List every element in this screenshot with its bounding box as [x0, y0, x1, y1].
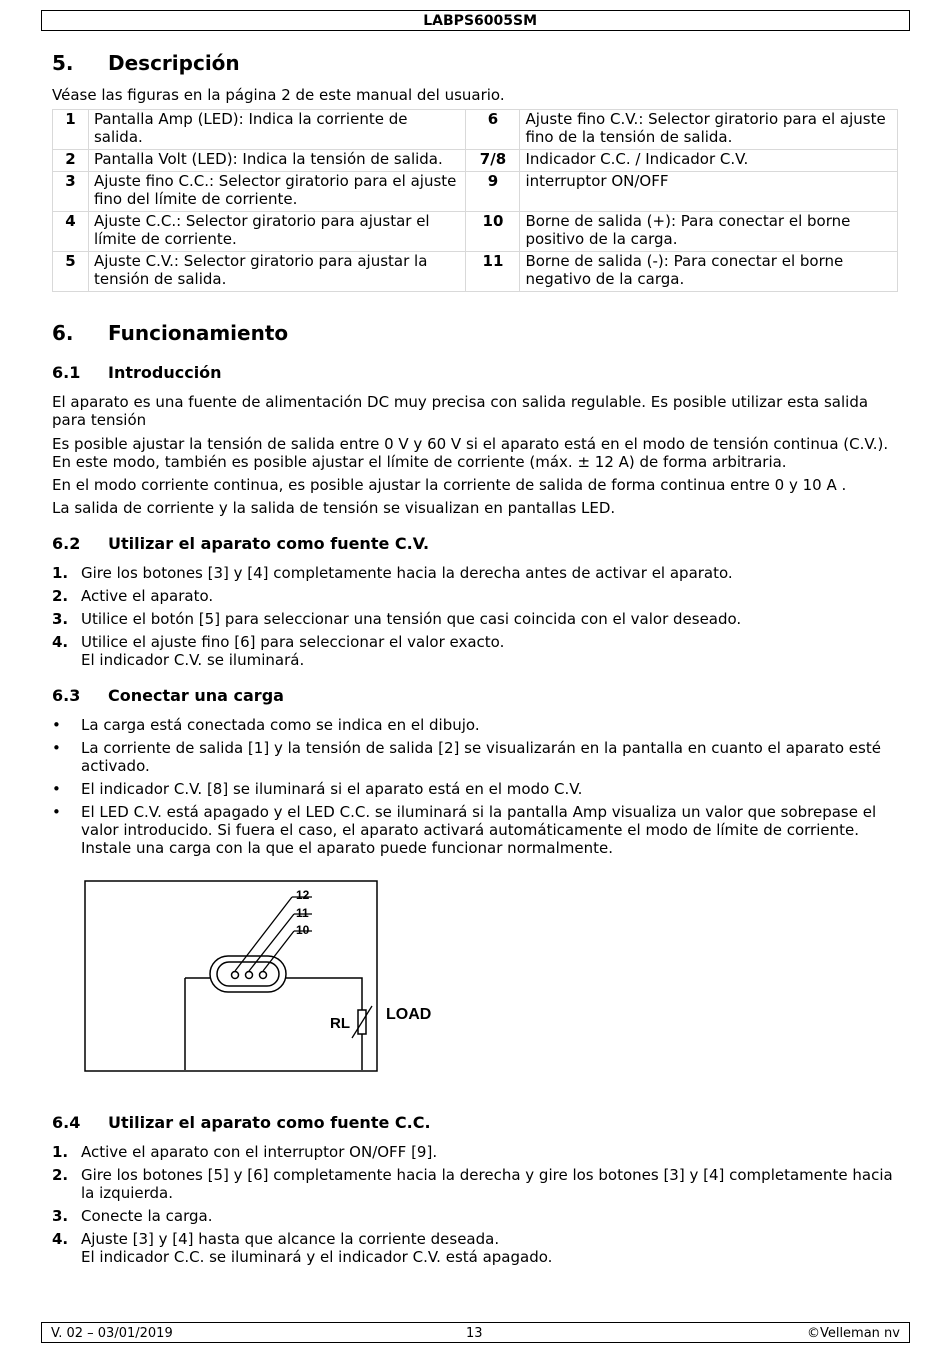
step-number: 1. — [52, 564, 69, 582]
table-row — [53, 252, 898, 292]
item-text: Ajuste fino C.V.: Selector giratorio para el ajuste fino de la tensión de salida. — [520, 110, 898, 150]
table-row — [53, 150, 898, 172]
item-text: Borne de salida (+): Para conectar el borne positivo de la carga. — [520, 212, 898, 252]
item-number: 7/8 — [466, 150, 520, 172]
model-name: LABPS6005SM — [423, 13, 537, 29]
load-bullets-list — [52, 716, 900, 862]
load-connection-diagram — [84, 880, 464, 1080]
step-text-note: El indicador C.C. se iluminará y el indicador C.V. está apagado. — [81, 1248, 553, 1266]
bullet-text: La carga está conectada como se indica en el dibujo. — [81, 716, 480, 734]
bullet-text: El indicador C.V. [8] se iluminará si el aparato está en el modo C.V. — [81, 780, 583, 798]
intro-paragraph-4: La salida de corriente y la salida de tensión se visualizan en pantallas LED. — [52, 499, 616, 517]
subsection-number: 6.3 — [52, 686, 81, 705]
subsection-title: Introducción — [108, 363, 222, 382]
leader-line-12 — [235, 897, 292, 971]
list-item — [52, 1207, 900, 1225]
section-6-3-heading — [52, 686, 284, 706]
step-text-note: El indicador C.V. se iluminará. — [81, 651, 305, 669]
step-text: Gire los botones [3] y [4] completamente hacia la derecha antes de activar el aparato. — [81, 564, 733, 582]
label-load: LOAD — [386, 1006, 432, 1023]
leader-line-10 — [263, 931, 294, 971]
table-row — [53, 110, 898, 150]
intro-paragraph-3: En el modo corriente continua, es posible ajustar la corriente de salida de forma continua entre 0 y 10 A . — [52, 476, 847, 494]
terminal-11 — [246, 972, 253, 979]
terminal-housing-inner — [217, 962, 279, 986]
item-number: 1 — [53, 110, 89, 150]
step-number: 4. — [52, 1230, 69, 1248]
label-10: 10 — [296, 923, 310, 937]
item-text: Ajuste C.V.: Selector giratorio para ajustar la tensión de salida. — [88, 252, 466, 292]
table-row — [53, 212, 898, 252]
label-11: 11 — [296, 906, 309, 920]
item-text: Borne de salida (-): Para conectar el borne negativo de la carga. — [520, 252, 898, 292]
page-number: 13 — [466, 1326, 483, 1341]
step-text: Active el aparato. — [81, 587, 214, 605]
terminal-10 — [260, 972, 267, 979]
section-5-heading — [52, 51, 240, 75]
item-number: 3 — [53, 172, 89, 212]
section-6-4-heading — [52, 1113, 431, 1133]
step-number: 2. — [52, 1166, 69, 1184]
list-item — [52, 633, 900, 669]
step-number: 3. — [52, 1207, 69, 1225]
bullet-text: El LED C.V. está apagado y el LED C.C. se iluminará si la pantalla Amp visualiza un valor que sobrepase el valor introducido. Si fuera el caso, el aparato activará automáticamente el modo de límite de corriente. Instale una carga con la que el aparato puede funcionar normalmente. — [81, 803, 877, 857]
section-6-heading — [52, 321, 288, 345]
bullet: • — [52, 739, 61, 757]
bullet-text: La corriente de salida [1] y la tensión de salida [2] se visualizarán en la pantalla en cuanto el aparato esté activado. — [81, 739, 881, 775]
list-item — [52, 610, 900, 628]
item-text: Ajuste fino C.C.: Selector giratorio para el ajuste fino del límite de corriente. — [88, 172, 466, 212]
subsection-title: Utilizar el aparato como fuente C.C. — [108, 1113, 431, 1132]
step-text: Gire los botones [5] y [6] completamente hacia la derecha y gire los botones [3] y [4] completamente hacia la izquierda. — [81, 1166, 893, 1202]
copyright: ©Velleman nv — [806, 1326, 900, 1341]
step-number: 4. — [52, 633, 69, 651]
list-item — [52, 1230, 900, 1266]
list-item — [52, 739, 900, 775]
step-text: Utilice el ajuste fino [6] para seleccionar el valor exacto. — [81, 633, 505, 651]
label-12: 12 — [296, 888, 310, 902]
item-number: 10 — [466, 212, 520, 252]
bullet: • — [52, 716, 61, 734]
list-item — [52, 587, 900, 605]
step-number: 1. — [52, 1143, 69, 1161]
bullet: • — [52, 803, 61, 821]
table-row — [53, 172, 898, 212]
item-number: 9 — [466, 172, 520, 212]
step-text: Utilice el botón [5] para seleccionar una tensión que casi coincida con el valor deseado. — [81, 610, 742, 628]
page-header — [41, 10, 910, 31]
section-6-2-heading — [52, 534, 429, 554]
cv-steps-list — [52, 564, 900, 674]
item-text: interruptor ON/OFF — [520, 172, 898, 212]
description-table — [52, 109, 898, 292]
item-number: 11 — [466, 252, 520, 292]
step-number: 2. — [52, 587, 69, 605]
subsection-number: 6.1 — [52, 363, 81, 382]
bullet: • — [52, 780, 61, 798]
list-item — [52, 803, 900, 857]
section-title: Funcionamiento — [108, 321, 289, 345]
item-text: Indicador C.C. / Indicador C.V. — [520, 150, 898, 172]
subsection-number: 6.2 — [52, 534, 81, 553]
item-text: Ajuste C.C.: Selector giratorio para ajustar el límite de corriente. — [88, 212, 466, 252]
item-number: 4 — [53, 212, 89, 252]
section-title: Descripción — [108, 51, 240, 75]
list-item — [52, 1166, 900, 1202]
label-rl: RL — [330, 1015, 350, 1032]
intro-paragraph-1: El aparato es una fuente de alimentación DC muy precisa con salida regulable. Es posible utilizar esta salida para tensión — [52, 393, 869, 429]
list-item — [52, 716, 900, 734]
item-text: Pantalla Volt (LED): Indica la tensión de salida. — [88, 150, 466, 172]
document-version: V. 02 – 03/01/2019 — [51, 1326, 173, 1341]
positive-wire — [286, 978, 362, 1010]
intro-paragraph-2: Es posible ajustar la tensión de salida entre 0 V y 60 V si el aparato está en el modo de tensión continua (C.V.). En este modo, también es posible ajustar el límite de corriente (máx. ± 12 A) de forma arbitraria. — [52, 435, 889, 471]
item-number: 5 — [53, 252, 89, 292]
subsection-title: Conectar una carga — [108, 686, 284, 705]
list-item — [52, 1143, 900, 1161]
step-number: 3. — [52, 610, 69, 628]
step-text: Active el aparato con el interruptor ON/OFF [9]. — [81, 1143, 438, 1161]
subsection-number: 6.4 — [52, 1113, 81, 1132]
page-footer — [41, 1322, 910, 1343]
list-item — [52, 564, 900, 582]
list-item — [52, 780, 900, 798]
step-text: Ajuste [3] y [4] hasta que alcance la corriente deseada. — [81, 1230, 500, 1248]
item-number: 2 — [53, 150, 89, 172]
section-number: 6. — [52, 321, 74, 345]
item-text: Pantalla Amp (LED): Indica la corriente de salida. — [88, 110, 466, 150]
subsection-title: Utilizar el aparato como fuente C.V. — [108, 534, 430, 553]
step-text: Conecte la carga. — [81, 1207, 213, 1225]
section-number: 5. — [52, 51, 74, 75]
section-6-1-heading — [52, 363, 222, 383]
item-number: 6 — [466, 110, 520, 150]
section-5-intro: Véase las figuras en la página 2 de este manual del usuario. — [52, 86, 505, 104]
terminal-12 — [232, 972, 239, 979]
cc-steps-list — [52, 1143, 900, 1271]
